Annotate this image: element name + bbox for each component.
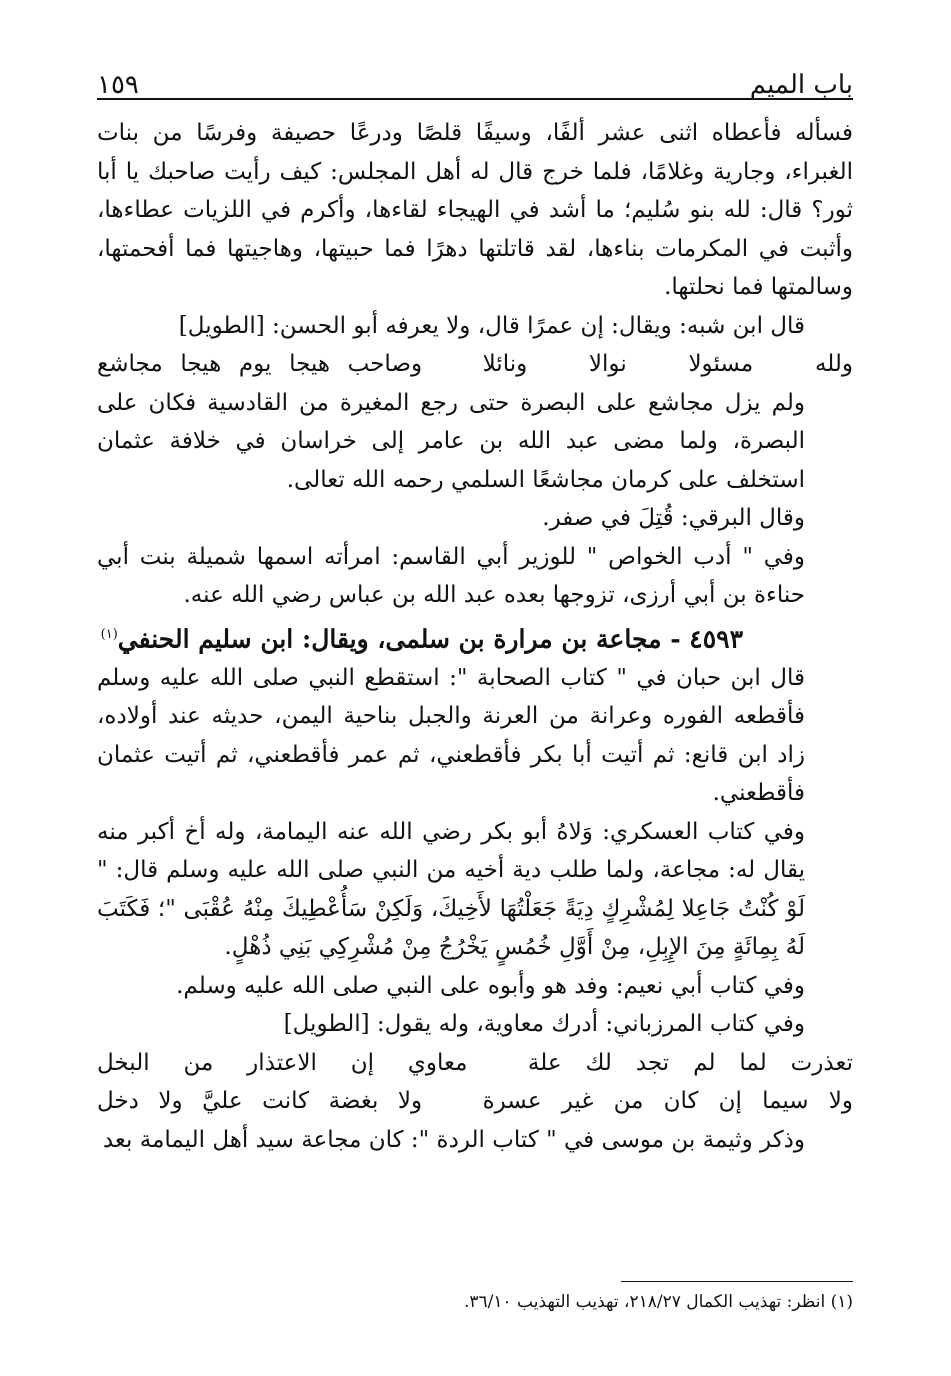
- paragraph-adab-khawas: وفي " أدب الخواص " للوزير أبي القاسم: امرأته اسمها شميلة بنت أبي حناءة بن أبي أرزى، تزوجها بعده عبد الله بن عباس رضي الله عنه.: [97, 543, 805, 608]
- verse-hemistich-second: ولا بغضة كانت عليَّ ولا دخل: [97, 1088, 423, 1115]
- paragraph-ibn-hibban: قال ابن حبان في " كتاب الصحابة ": استقطع النبي صلى الله عليه وسلم فأقطعه الفوره وعرانة من العرنة والجبل بناحية اليمن، حديثه عند أولاده، زاد ابن قانع: ثم أتيت أبا بكر فأقطعني، ثم عمر فأقطعني، ثم أتيت عثمان فأقطعني.: [97, 664, 805, 807]
- line-barqi: وقال البرقي: قُتِلَ في صفر.: [542, 505, 805, 531]
- chapter-title: باب الميم: [749, 70, 853, 100]
- entry-title: ٤٥٩٣ - مجاعة بن مرارة بن سلمى، ويقال: ابن سليم الحنفي: [117, 623, 743, 653]
- paragraph-watheema: وذكر وثيمة بن موسى في " كتاب الردة ": كان مجاعة سيد أهل اليمامة بعد: [102, 1126, 805, 1153]
- line-abu-nuaym: وفي كتاب أبي نعيم: وفد هو وأبوه على النبي صلى الله عليه وسلم.: [176, 972, 805, 999]
- verse-hemistich-first: ولله مسئولا نوالا ونائلا: [482, 351, 853, 377]
- verse-hemistich-second: وصاحب هيجا يوم هيجا مجاشع: [97, 351, 423, 377]
- paragraph-gift: فسأله فأعطاه اثنى عشر ألفًا، وسيفًا قلصًا ودرعًا حصيفة وفرسًا من بنات الغبراء، وجارية وغلامًا، فلما خرج قال له أهل المجلس: كيف رأيت صاحبك يا أبا ثور؟ قال: لله بنو سُليم؛ ما أشد في الهيجاء لقاءها، وأكرم في اللزيات عطاءها، وأثبت في المكرمات بناءها، لقد قاتلتها دهرًا فما حبيتها، وهاجيتها فما أفحمتها، وسالمتها فما نحلتها.: [97, 120, 853, 300]
- verse-hemistich-second: معاوي إن الاعتذار من البخل: [97, 1049, 468, 1076]
- page-body: [97, 114, 853, 1159]
- header-rule: [97, 98, 853, 100]
- footnote-mark: (١): [100, 626, 118, 642]
- line-marzubani: وفي كتاب المرزباني: أدرك معاوية، وله يقول: [الطويل]: [283, 1011, 805, 1038]
- paragraph-mujashi: ولم يزل مجاشع على البصرة حتى رجع المغيرة من القادسية فكان على البصرة، ولما مضى عبد الله بن عامر إلى خراسان في خلافة عثمان استخلف على كرمان مجاشعًا السلمي رحمه الله تعالى.: [97, 389, 805, 493]
- footnote-rule: [621, 1281, 853, 1282]
- footnote: (١) انظر: تهذيب الكمال ٢١٨/٢٧، تهذيب التهذيب ٣٦/١٠.: [463, 1292, 853, 1312]
- paragraph-askari: وفي كتاب العسكري: وَلاهُ أبو بكر رضي الله عنه اليمامة، وله أخ أكبر منه يقال له: مجاعة، ولما طلب دية أخيه من النبي صلى الله عليه وسلم قال: " لَوْ كُنْتُ جَاعِلا لِمُشْرِكٍ دِيَةً جَعَلْتُهَا لأَخِيكَ، وَلَكِنْ سَأُعْطِيكَ مِنْهُ عُقْبَى "؛ فَكَتَبَ لَهُ بِمِائَةٍ مِنَ الإِبِلِ، مِنْ أَوَّلِ خُمُسٍ يَخْرُجُ مِنْ مُشْرِكِي بَنِي ذُهْلٍ.: [97, 818, 805, 961]
- entry-heading: [97, 615, 853, 659]
- verse-line-2: [97, 1044, 853, 1083]
- verse-line-3: [97, 1082, 853, 1121]
- verse-line-1: [97, 345, 853, 384]
- page-number: ١٥٩: [97, 70, 139, 100]
- page-header: [97, 58, 853, 100]
- line-ibn-shubah: قال ابن شبه: ويقال: إن عمرًا قال، ولا يعرفه أبو الحسن: [الطويل]: [178, 312, 805, 339]
- verse-hemistich-first: تعذرت لما لم تجد لك علة: [527, 1049, 853, 1076]
- verse-hemistich-first: ولا سيما إن كان من غير عسرة: [482, 1088, 853, 1115]
